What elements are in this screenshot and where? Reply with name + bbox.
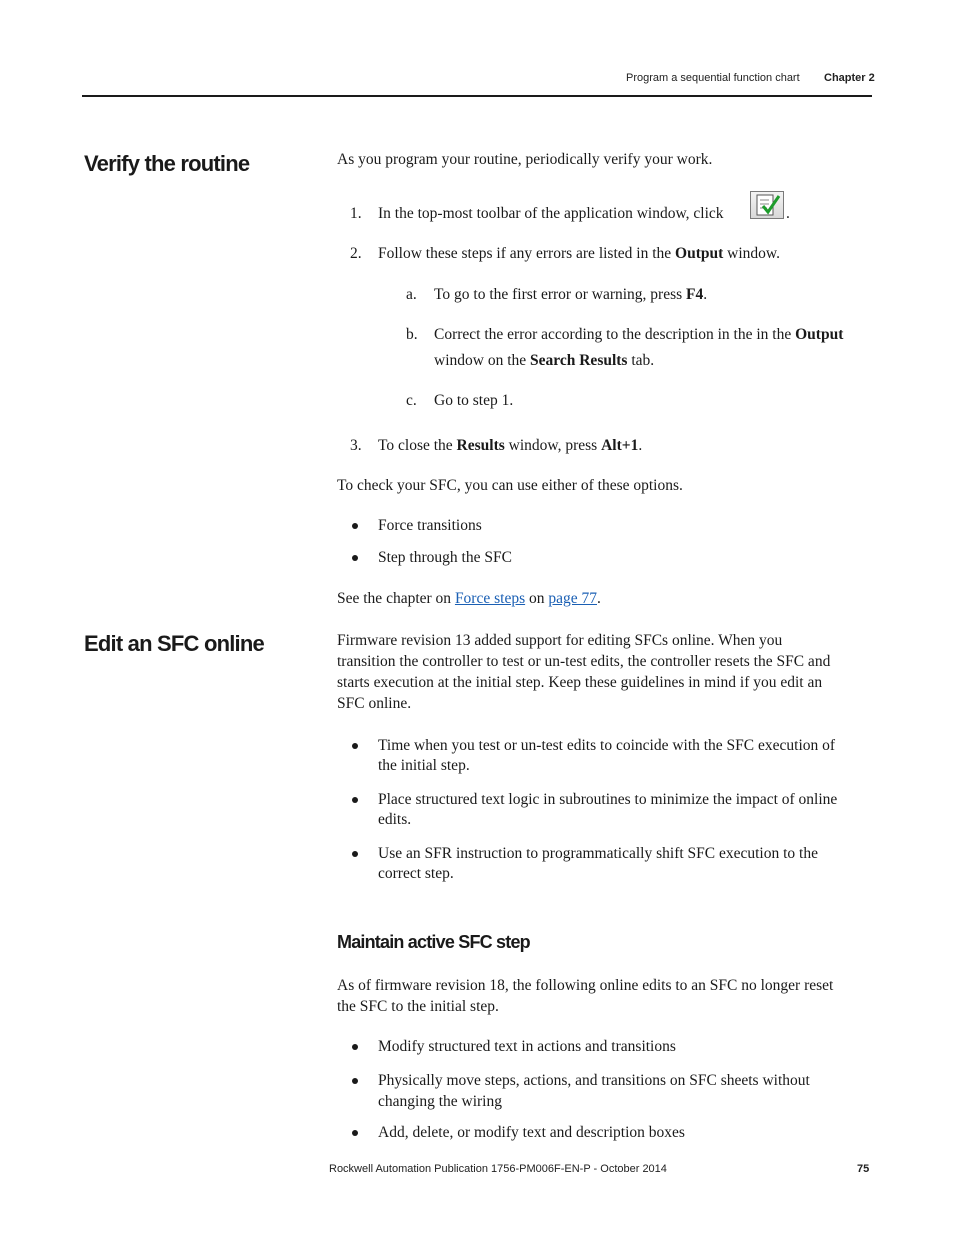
step-number: 3.: [350, 437, 362, 454]
substep-a-pre: To go to the first error or warning, press: [434, 286, 687, 303]
bullet-dot: [352, 1044, 358, 1050]
force-steps-link[interactable]: Force steps: [454, 590, 526, 607]
substep-b-text: [434, 324, 874, 345]
guideline-line: Place structured text logic in subroutines to minimize the impact of online: [378, 791, 838, 808]
bullet-dot: [352, 797, 358, 803]
running-header-title: Program a sequential function chart: [626, 72, 800, 84]
see-pre: See the chapter on: [337, 590, 455, 607]
edit-item-line: Physically move steps, actions, and transitions on SFC sheets without: [378, 1072, 810, 1089]
step-1-label: In the top-most toolbar of the application window, click: [378, 205, 724, 222]
edit-intro-line: SFC online.: [337, 695, 412, 712]
search-results-tab-name: Search Results: [530, 352, 628, 369]
substep-a-post: .: [703, 286, 708, 303]
step-number: 1.: [350, 205, 362, 222]
bullet-dot: [352, 555, 358, 561]
edit-intro-line: Firmware revision 13 added support for editing SFCs online. When you: [337, 632, 783, 649]
option-item: Step through the SFC: [378, 549, 512, 566]
guideline-line: correct step.: [378, 865, 454, 882]
bullet-dot: [352, 523, 358, 529]
results-window-name: Results: [456, 437, 505, 454]
running-header-chapter: Chapter 2: [824, 72, 875, 84]
verify-intro: As you program your routine, periodically verify your work.: [337, 151, 713, 168]
edit-intro-line: transition the controller to test or un-test edits, the controller resets the SFC and: [337, 653, 831, 670]
bullet-dot: [352, 851, 358, 857]
step-number: 2.: [350, 245, 362, 262]
substep-b-line2: [434, 350, 654, 371]
substep-b-line2-post: tab.: [627, 352, 655, 369]
edit-item-line: Modify structured text in actions and transitions: [378, 1038, 676, 1055]
edit-intro-line: starts execution at the initial step. Keep these guidelines in mind if you edit an: [337, 674, 823, 691]
header-rule: [82, 95, 872, 97]
substep-letter: b.: [406, 326, 418, 343]
see-chapter-text: [337, 588, 867, 609]
step-3-post: .: [638, 437, 643, 454]
step-2-post: window.: [723, 245, 780, 262]
step-1-period: .: [786, 205, 790, 222]
substep-a-text: [434, 284, 707, 305]
substep-b-pre: Correct the error according to the description in the in the: [434, 326, 796, 343]
option-item: Force transitions: [378, 517, 482, 534]
guideline-line: Use an SFR instruction to programmatically shift SFC execution to the: [378, 845, 818, 862]
substep-letter: c.: [406, 392, 417, 409]
key-alt-1: Alt+1: [601, 437, 639, 454]
guideline-line: the initial step.: [378, 757, 470, 774]
substep-c-text: Go to step 1.: [434, 392, 514, 409]
bullet-dot: [352, 743, 358, 749]
substep-b-line2-pre: window on the: [434, 352, 531, 369]
page-number: 75: [857, 1163, 870, 1175]
heading-verify-routine: Verify the routine: [84, 151, 250, 176]
step-2-text: [378, 243, 780, 264]
heading-maintain-active-step: Maintain active SFC step: [337, 932, 530, 952]
guideline-line: Time when you test or un-test edits to coincide with the SFC execution of: [378, 737, 836, 754]
edit-item-line: Add, delete, or modify text and description boxes: [378, 1124, 685, 1141]
edit-item-line: changing the wiring: [378, 1093, 502, 1110]
heading-edit-sfc-online: Edit an SFC online: [84, 631, 264, 656]
bullet-dot: [352, 1130, 358, 1136]
key-f4: F4: [686, 286, 704, 303]
see-post: .: [597, 590, 601, 607]
check-intro: To check your SFC, you can use either of these options.: [337, 477, 683, 494]
substep-letter: a.: [406, 286, 417, 303]
footer-publication: Rockwell Automation Publication 1756-PM006F-EN-P - October 2014: [329, 1163, 667, 1175]
step-1-text: [378, 203, 724, 224]
page-77-link[interactable]: page 77: [548, 590, 597, 607]
output-window-name: Output: [795, 326, 844, 343]
maintain-intro-line: the SFC to the initial step.: [337, 998, 499, 1015]
step-2-pre: Follow these steps if any errors are listed in the: [378, 245, 676, 262]
see-mid: on: [525, 590, 549, 607]
maintain-intro-line: As of firmware revision 18, the following online edits to an SFC no longer reset: [337, 977, 834, 994]
bullet-dot: [352, 1078, 358, 1084]
verify-checkmark-icon[interactable]: [750, 191, 784, 219]
step-3-mid: window, press: [504, 437, 602, 454]
step-3-pre: To close the: [378, 437, 457, 454]
step-3-text: [378, 435, 642, 456]
guideline-line: edits.: [378, 811, 412, 828]
output-window-name: Output: [675, 245, 724, 262]
